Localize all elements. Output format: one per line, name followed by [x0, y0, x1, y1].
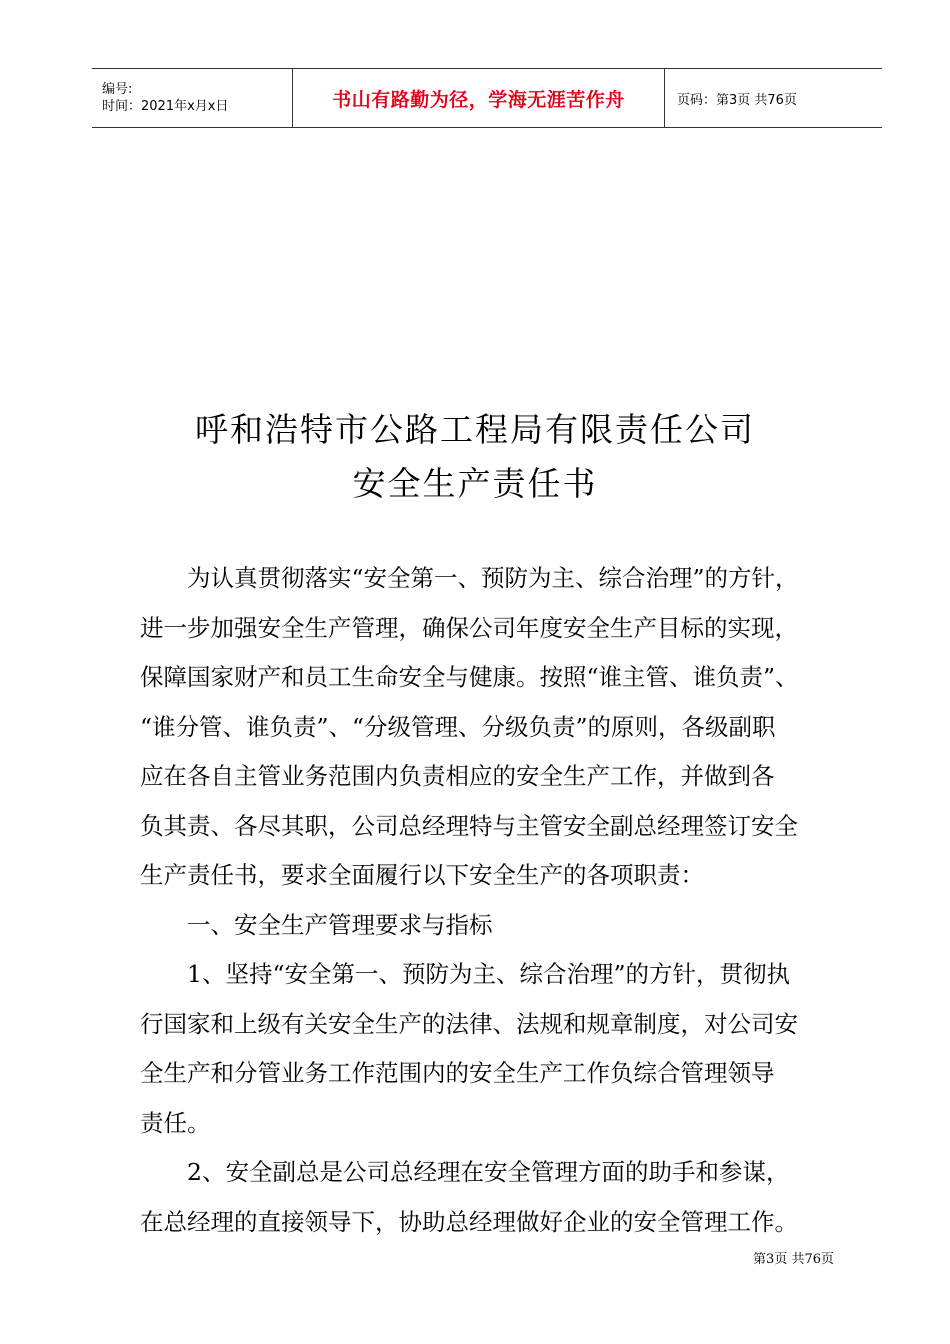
document-time: 时间：2021年x月x日 [102, 99, 229, 114]
body-line: “谁分管、谁负责”、“分级管理、分级负责”的原则，各级副职 [140, 712, 776, 741]
header-motto [293, 69, 665, 127]
motto-text: 书山有路勤为径，学海无涯苦作舟 [332, 88, 625, 111]
body-line: 为认真贯彻落实“安全第一、预防为主、综合治理”的方针， [187, 564, 799, 592]
body-line: 在总经理的直接领导下，协助总经理做好企业的安全管理工作。 [140, 1207, 798, 1236]
body-line: 1、坚持“安全第一、预防为主、综合治理”的方针，贯彻执 [187, 960, 790, 988]
body-line: 行国家和上级有关安全生产的法律、法规和规章制度，对公司安 [140, 1009, 798, 1038]
document-title-line2: 安全生产责任书 [352, 464, 598, 503]
body-line: 应在各自主管业务范围内负责相应的安全生产工作，并做到各 [140, 762, 775, 790]
body-line: 全生产和分管业务工作范围内的安全生产工作负综合管理领导 [140, 1059, 775, 1087]
body-line: 进一步加强安全生产管理，确保公司年度安全生产目标的实现， [140, 613, 798, 642]
document-number-label: 编号: [102, 82, 133, 97]
document-title-line1: 呼和浩特市公路工程局有限责任公司 [195, 410, 755, 449]
header-page-info [665, 69, 882, 127]
body-line: 负其责、各尽其职，公司总经理特与主管安全副总经理签订安全 [140, 811, 798, 840]
header-meta [92, 69, 293, 127]
body-line: 保障国家财产和员工生命安全与健康。按照“谁主管、谁负责”、 [140, 663, 799, 691]
page-header [92, 68, 882, 128]
body-line: 生产责任书，要求全面履行以下安全生产的各项职责： [140, 861, 704, 889]
page-footer: 第3页 共76页 [753, 1252, 834, 1267]
header-page-number: 页码：第3页 共76页 [677, 92, 797, 108]
section-heading: 一、安全生产管理要求与指标 [187, 910, 493, 939]
body-line: 责任。 [140, 1108, 211, 1137]
body-line: 2、安全副总是公司总经理在安全管理方面的助手和参谋， [187, 1158, 790, 1186]
document-body [140, 554, 840, 1247]
